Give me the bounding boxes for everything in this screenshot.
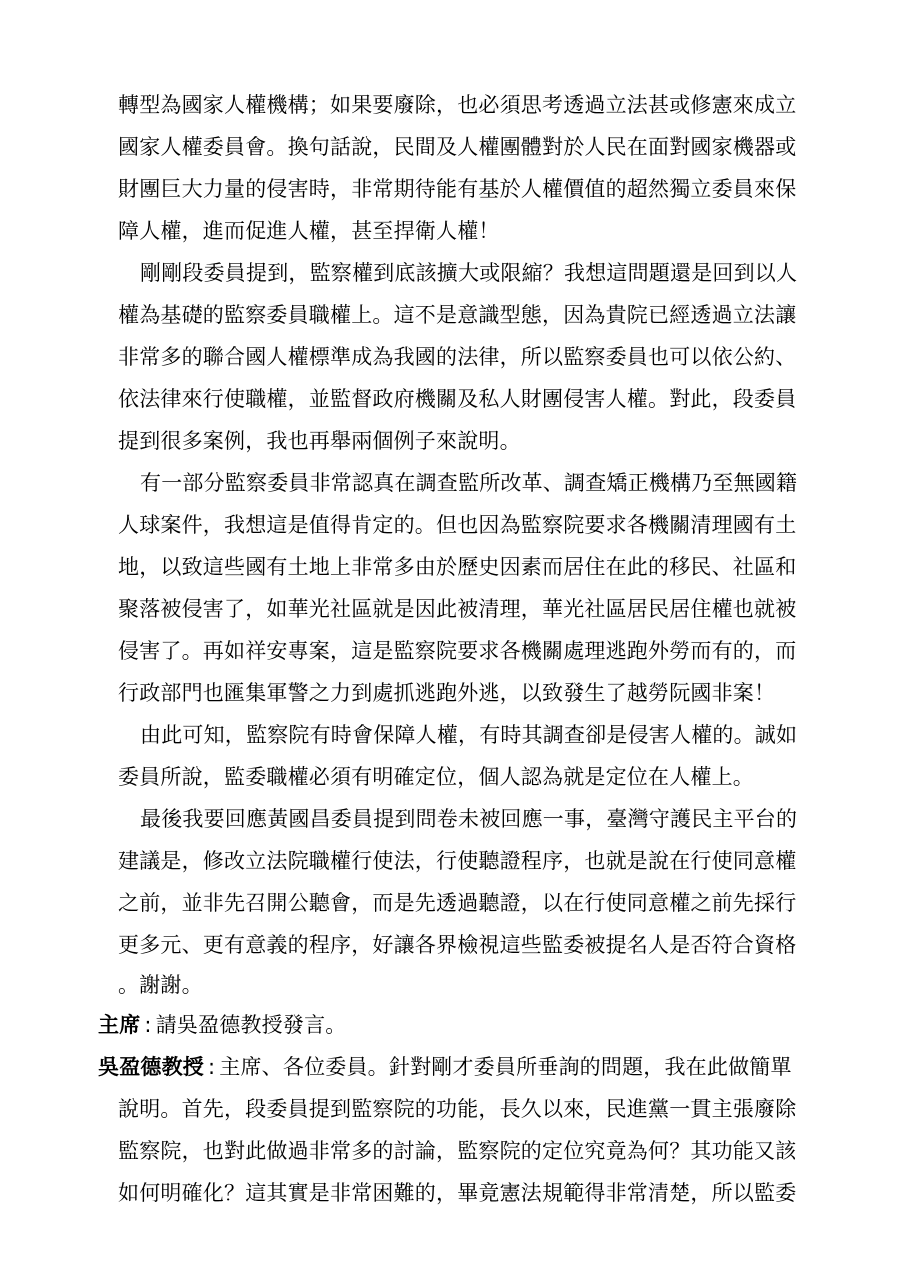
- speaker-separator: :: [144, 1013, 152, 1037]
- paragraph-line: 聚落被侵害了，如華光社區就是因此被清理，華光社區居民居住權也就被: [118, 597, 797, 621]
- speaker-separator: :: [208, 1055, 216, 1079]
- paragraph-line: 最後我要回應黃國昌委員提到問卷未被回應一事，臺灣守護民主平台的: [140, 807, 798, 831]
- chair-statement: [98, 1010, 347, 1040]
- statement-text: 主席、各位委員。針對剛才委員所垂詢的問題，我在此做簡單: [219, 1055, 792, 1079]
- paragraph-line: 說明。首先，段委員提到監察院的功能，長久以來，民進黨一貫主張廢除: [118, 1097, 797, 1121]
- paragraph-line: 建議是，修改立法院職權行使法，行使聽證程序，也就是說在行使同意權: [118, 849, 797, 873]
- paragraph-line: 更多元、更有意義的程序，好讓各界檢視這些監委被提名人是否符合資格: [118, 933, 797, 957]
- wu-statement-first-line: [98, 1052, 792, 1082]
- paragraph-line: 國家人權委員會。換句話說，民間及人權團體對於人民在面對國家機器或: [118, 135, 797, 159]
- paragraph-line: 由此可知，監察院有時會保障人權，有時其調查卻是侵害人權的。誠如: [140, 723, 798, 747]
- paragraph-line: 財團巨大力量的侵害時，非常期待能有基於人權價值的超然獨立委員來保: [118, 177, 797, 201]
- statement-text: 請吳盈德教授發言。: [155, 1013, 347, 1037]
- paragraph-line: 行政部門也匯集軍警之力到處抓逃跑外逃，以致發生了越勞阮國非案！: [118, 681, 776, 705]
- paragraph-line: 。謝謝。: [118, 973, 203, 997]
- speaker-name: 吳盈德教授: [98, 1055, 204, 1079]
- paragraph-line: 權為基礎的監察委員職權上。這不是意識型態，因為貴院已經透過立法讓: [118, 303, 797, 327]
- paragraph-line: 人球案件，我想這是值得肯定的。但也因為監察院要求各機關清理國有土: [118, 513, 797, 537]
- paragraph-line: 有一部分監察委員非常認真在調查監所改革、調查矯正機構乃至無國籍: [140, 471, 798, 495]
- paragraph-line: 依法律來行使職權，並監督政府機關及私人財團侵害人權。對此，段委員: [118, 387, 797, 411]
- paragraph-line: 地，以致這些國有土地上非常多由於歷史因素而居住在此的移民、社區和: [118, 555, 797, 579]
- paragraph-line: 剛剛段委員提到，監察權到底該擴大或限縮？我想這問題還是回到以人: [140, 261, 798, 285]
- paragraph-line: 委員所說，監委職權必須有明確定位，個人認為就是定位在人權上。: [118, 765, 754, 789]
- paragraph-line: 侵害了。再如祥安專案，這是監察院要求各機關處理逃跑外勞而有的，而: [118, 639, 797, 663]
- paragraph-line: 轉型為國家人權機構；如果要廢除，也必須思考透過立法甚或修憲來成立: [118, 93, 797, 117]
- paragraph-line: 非常多的聯合國人權標準成為我國的法律，所以監察委員也可以依公約、: [118, 345, 797, 369]
- paragraph-line: 提到很多案例，我也再舉兩個例子來說明。: [118, 429, 521, 453]
- paragraph-line: 之前，並非先召開公聽會，而是先透過聽證，以在行使同意權之前先採行: [118, 891, 797, 915]
- paragraph-line: 障人權，進而促進人權，甚至捍衛人權！: [118, 219, 500, 243]
- paragraph-line: 如何明確化？這其實是非常困難的，畢竟憲法規範得非常清楚，所以監委: [118, 1181, 797, 1205]
- paragraph-line: 監察院，也對此做過非常多的討論，監察院的定位究竟為何？其功能又該: [118, 1139, 797, 1163]
- speaker-name: 主席: [98, 1013, 141, 1037]
